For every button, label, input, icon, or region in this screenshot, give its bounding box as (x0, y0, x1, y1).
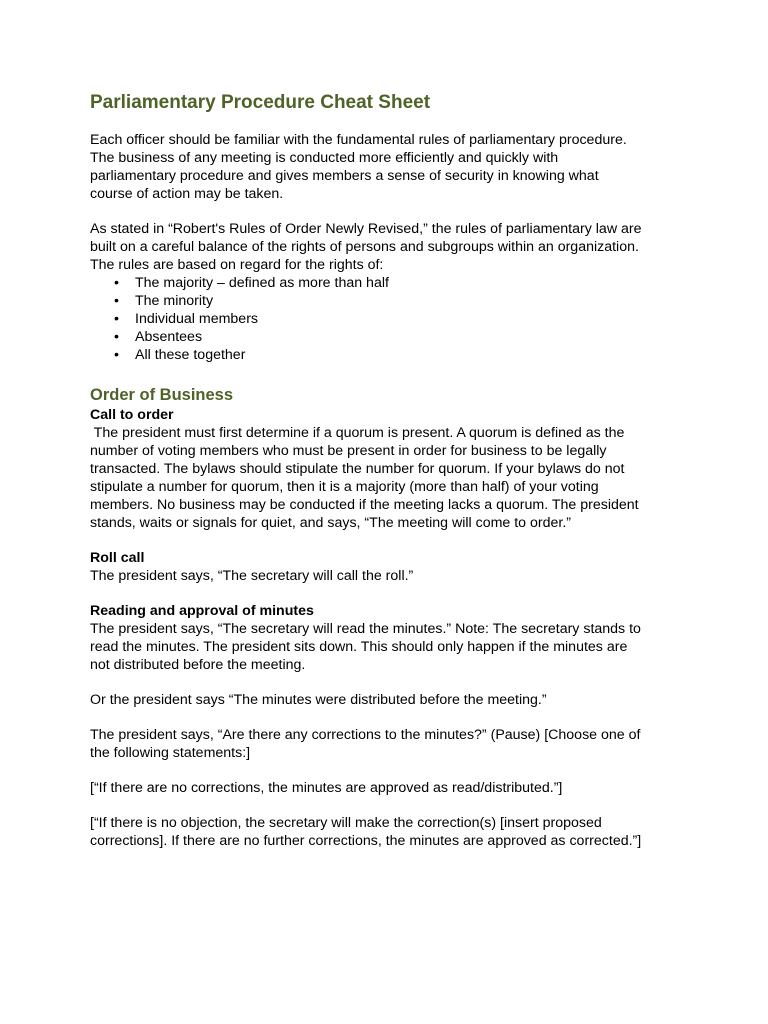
paragraph-gap (90, 532, 690, 549)
call-to-order-line: number of voting members who must be present in order for business to be legally (90, 443, 607, 459)
minutes-line: not distributed before the meeting. (90, 657, 306, 673)
rights-list (90, 274, 690, 364)
rights-list-item (114, 274, 690, 292)
minutes-line: read the minutes. The president sits down. This should only happen if the minutes are (90, 639, 628, 655)
rights-item-text: The minority (135, 293, 214, 309)
paragraph-gap (90, 585, 690, 602)
intro-line: Each officer should be familiar with the fundamental rules of parliamentary procedure. (90, 132, 627, 148)
roberts-line: The rules are based on regard for the rights of: (90, 257, 384, 273)
document-title: Parliamentary Procedure Cheat Sheet (90, 92, 431, 113)
minutes-corrections-line: The president says, “Are there any corrections to the minutes?” (Pause) [Choose one of (90, 727, 641, 743)
call-to-order-heading: Call to order (90, 407, 174, 423)
minutes-line: The president says, “The secretary will read the minutes.” Note: The secretary stands to (90, 621, 641, 637)
roll-call-heading: Roll call (90, 550, 145, 566)
paragraph-gap (90, 709, 690, 726)
bullet-icon: • (114, 293, 119, 309)
call-to-order-line: The president must first determine if a quorum is present. A quorum is defined as the (90, 425, 625, 441)
minutes-corrections-line: the following statements:] (90, 745, 251, 761)
call-to-order-line: transacted. The bylaws should stipulate the number for quorum. If your bylaws do not (90, 461, 625, 477)
section-gap (90, 364, 690, 384)
bullet-icon: • (114, 275, 119, 291)
bullet-icon: • (114, 347, 119, 363)
minutes-no-objection-line: corrections]. If there are no further corrections, the minutes are approved as corrected.”] (90, 833, 642, 849)
rights-list-item (114, 310, 690, 328)
minutes-section (90, 602, 690, 850)
minutes-heading: Reading and approval of minutes (90, 603, 314, 619)
paragraph-gap (90, 797, 690, 814)
roll-call-section (90, 549, 690, 585)
roll-call-line: The president says, “The secretary will call the roll.” (90, 568, 414, 584)
intro-line: The business of any meeting is conducted more efficiently and quickly with (90, 150, 559, 166)
bullet-icon: • (114, 329, 119, 345)
intro-paragraph (90, 131, 690, 203)
roberts-line: built on a careful balance of the rights of persons and subgroups within an organization. (90, 239, 639, 255)
intro-line: course of action may be taken. (90, 186, 284, 202)
rights-item-text: All these together (135, 347, 246, 363)
paragraph-gap (90, 762, 690, 779)
minutes-no-objection-line: [“If there is no objection, the secretary will make the correction(s) [insert proposed (90, 815, 602, 831)
paragraph-gap (90, 674, 690, 691)
minutes-no-corrections-line: [“If there are no corrections, the minutes are approved as read/distributed.”] (90, 780, 563, 796)
rights-item-text: Absentees (135, 329, 203, 345)
bullet-icon: • (114, 311, 119, 327)
paragraph-gap (90, 203, 690, 220)
rights-list-item (114, 328, 690, 346)
call-to-order-line: stands, waits or signals for quiet, and says, “The meeting will come to order.” (90, 515, 572, 531)
document-page (90, 90, 690, 850)
rights-list-item (114, 292, 690, 310)
rights-item-text: Individual members (135, 311, 259, 327)
call-to-order-line: stipulate a number for quorum, then it is a majority (more than half) of your voting (90, 479, 599, 495)
rights-list-item (114, 346, 690, 364)
order-of-business-heading: Order of Business (90, 386, 234, 404)
intro-line: parliamentary procedure and gives members a sense of security in knowing what (90, 168, 599, 184)
roberts-rules-paragraph (90, 220, 690, 274)
rights-item-text: The majority – defined as more than half (135, 275, 389, 291)
call-to-order-line: members. No business may be conducted if the meeting lacks a quorum. The president (90, 497, 639, 513)
call-to-order-section (90, 406, 690, 532)
roberts-line: As stated in “Robert's Rules of Order Newly Revised,” the rules of parliamentary law are (90, 221, 642, 237)
minutes-alt-line: Or the president says “The minutes were distributed before the meeting.” (90, 692, 547, 708)
